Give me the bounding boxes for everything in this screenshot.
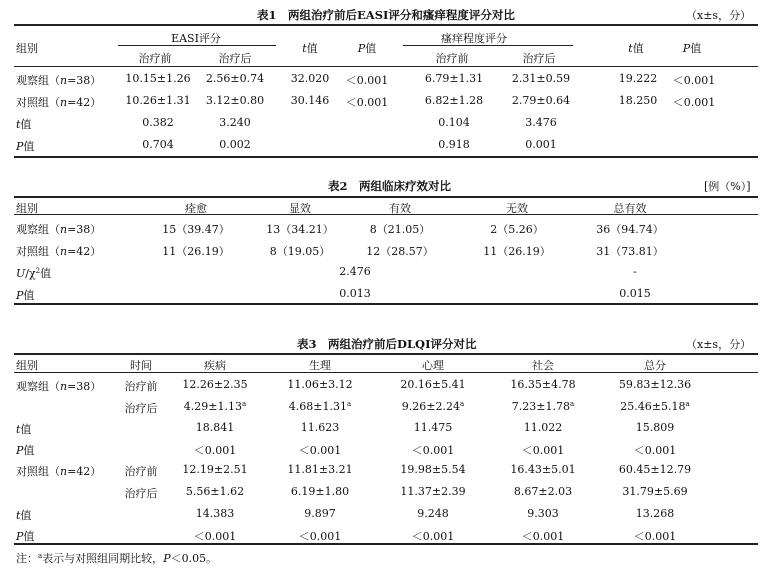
t2-header-cell: 无效 [506,202,528,215]
t3-row-label: 对照组（n=42） [16,465,102,478]
t3-row-label: t值 [16,509,32,522]
t2-header-cell: 总有效 [613,202,647,215]
t3-cell: 9.248 [417,507,449,520]
t1-cell: 30.146 [290,94,330,107]
t3-cell: 11.37±2.39 [400,485,466,498]
t3-cell: 12.26±2.35 [182,378,248,391]
t2-cell: 2.476 [339,265,371,278]
t1-header-group: 组别 [16,42,38,55]
t3-cell: 治疗前 [124,380,158,393]
t1-cell: 0.002 [219,138,251,151]
t1-header-p: P值 [357,42,377,55]
t3-header-cell: 总分 [644,359,666,372]
t1-header-itch: 瘙痒程度评分 [441,32,507,45]
table1-bottom-rule [14,156,758,158]
t1-itch-subrule [403,45,573,46]
table2-unit: [例（%）] [704,180,751,193]
t3-cell: ＜0.001 [193,530,237,543]
t1-cell: 6.79±1.31 [424,72,484,85]
t3-cell: ＜0.001 [521,530,565,543]
t1-cell: 10.15±1.26 [125,72,191,85]
t3-cell: 60.45±12.79 [618,463,692,476]
t2-cell: 8（19.05） [269,245,331,258]
t2-row-label: P值 [16,289,35,302]
table1-title: 表1 两组治疗前后EASI评分和瘙痒程度评分对比 [257,8,515,22]
table2-bottom-rule [14,303,758,305]
t2-cell: 36（94.74） [596,223,664,236]
t2-header-cell: 组别 [16,202,38,215]
t3-row-label: P值 [16,530,35,543]
t3-row-label: t值 [16,423,32,436]
t3-cell: ＜0.001 [411,530,455,543]
t1-header-t2: t值 [628,42,644,55]
t3-header-cell: 社会 [532,359,554,372]
table1-header-rule [14,66,758,67]
t3-cell: 11.81±3.21 [287,463,353,476]
t1-header-t: t值 [302,42,318,55]
t1-header-post2: 治疗后 [522,52,556,65]
t1-cell: ＜0.001 [672,74,716,87]
table2-top-rule [14,196,758,198]
t2-row-label: $U/\chi^2$值 [16,267,52,280]
table2-header-rule [14,214,758,215]
t1-cell: 0.918 [438,138,470,151]
t2-cell: 8（21.05） [369,223,431,236]
t1-row-label: P值 [16,140,35,153]
t3-header-cell: 时间 [130,359,152,372]
t3-cell: ＜0.001 [298,444,342,457]
t3-cell: ＜0.001 [193,444,237,457]
t1-row-label: t值 [16,118,32,131]
t3-cell: 7.23±1.78$^a$ [511,400,575,413]
t3-cell: 9.303 [527,507,559,520]
table1-top-rule [14,24,758,26]
t1-cell: ＜0.001 [672,96,716,109]
t1-header-p2: P值 [682,42,702,55]
t2-cell: 11（26.19） [162,245,230,258]
table3-bottom-rule [14,543,758,545]
t3-cell: ＜0.001 [521,444,565,457]
t3-cell: 治疗后 [124,487,158,500]
t3-cell: 11.475 [413,421,453,434]
t3-cell: 14.383 [195,507,235,520]
t2-cell: 0.013 [339,287,371,300]
t3-cell: 31.79±5.69 [622,485,688,498]
t2-cell: 11（26.19） [483,245,551,258]
table1-unit: （x±s，分） [686,9,752,22]
t2-cell: 31（73.81） [596,245,664,258]
t3-cell: 治疗前 [124,465,158,478]
t1-cell: ＜0.001 [345,74,389,87]
t1-header-easi: EASI评分 [171,32,221,45]
t3-cell: 59.83±12.36 [618,378,692,391]
t1-cell: 3.240 [219,116,251,129]
t3-header-cell: 组别 [16,359,38,372]
footnote: 注：$^a$表示与对照组同期比较，P＜0.05。 [16,552,218,565]
t2-cell: 0.015 [619,287,651,300]
t3-cell: 8.67±2.03 [513,485,573,498]
t2-cell: 12（28.57） [366,245,434,258]
t3-cell: 19.98±5.54 [400,463,466,476]
t1-cell: 0.001 [525,138,557,151]
table2-title: 表2 两组临床疗效对比 [328,179,452,193]
t3-row-label: 观察组（n=38） [16,380,102,393]
t1-cell: 2.31±0.59 [511,72,571,85]
t1-cell: 10.26±1.31 [125,94,191,107]
t3-cell: ＜0.001 [633,530,677,543]
t1-cell: 2.56±0.74 [205,72,265,85]
t3-cell: 12.19±2.51 [182,463,248,476]
t2-header-cell: 痊愈 [185,202,207,215]
t2-row-label: 观察组（n=38） [16,223,102,236]
t3-cell: 20.16±5.41 [400,378,466,391]
t3-cell: 16.43±5.01 [510,463,576,476]
t3-cell: 4.68±1.31$^a$ [288,400,352,413]
t1-header-pre2: 治疗前 [435,52,469,65]
t1-header-post: 治疗后 [218,52,252,65]
t3-header-cell: 生理 [309,359,331,372]
t1-cell: 3.12±0.80 [205,94,265,107]
t1-easi-subrule [118,45,276,46]
t3-cell: 治疗后 [124,402,158,415]
t3-header-cell: 心理 [422,359,444,372]
t1-header-pre: 治疗前 [138,52,172,65]
t3-row-label: P值 [16,444,35,457]
t1-cell: 19.222 [618,72,658,85]
t1-cell: 32.020 [290,72,330,85]
t3-cell: 25.46±5.18$^a$ [620,400,690,413]
t2-cell: 15（39.47） [162,223,230,236]
t2-cell: 13（34.21） [266,223,334,236]
t1-cell: ＜0.001 [345,96,389,109]
t1-row-label: 对照组（n=42） [16,96,102,109]
table3-header-rule [14,372,758,373]
table3-title: 表3 两组治疗前后DLQI评分对比 [297,337,477,351]
t1-cell: 0.704 [142,138,174,151]
t1-cell: 18.250 [618,94,658,107]
t3-cell: 11.623 [300,421,340,434]
t3-cell: 9.897 [304,507,336,520]
t1-cell: 2.79±0.64 [511,94,571,107]
t3-cell: 11.06±3.12 [287,378,353,391]
t3-cell: 11.022 [523,421,563,434]
t3-cell: ＜0.001 [633,444,677,457]
t3-cell: 15.809 [635,421,675,434]
t3-cell: 13.268 [635,507,675,520]
t3-cell: 6.19±1.80 [290,485,350,498]
t2-row-label: 对照组（n=42） [16,245,102,258]
t2-header-cell: 显效 [289,202,311,215]
t3-cell: 4.29±1.13$^a$ [183,400,247,413]
table3-top-rule [14,353,758,355]
t3-cell: 18.841 [195,421,235,434]
t1-cell: 0.382 [142,116,174,129]
t3-cell: 5.56±1.62 [185,485,245,498]
t3-cell: ＜0.001 [411,444,455,457]
t2-cell: - [633,265,637,278]
t2-header-cell: 有效 [389,202,411,215]
t3-cell: 16.35±4.78 [510,378,576,391]
t1-cell: 6.82±1.28 [424,94,484,107]
t3-header-cell: 疾病 [204,359,226,372]
t2-cell: 2（5.26） [490,223,544,236]
t3-cell: 9.26±2.24$^a$ [401,400,465,413]
t1-cell: 3.476 [525,116,557,129]
t1-cell: 0.104 [438,116,470,129]
table3-unit: （x±s，分） [686,338,752,351]
t3-cell: ＜0.001 [298,530,342,543]
t1-row-label: 观察组（n=38） [16,74,102,87]
